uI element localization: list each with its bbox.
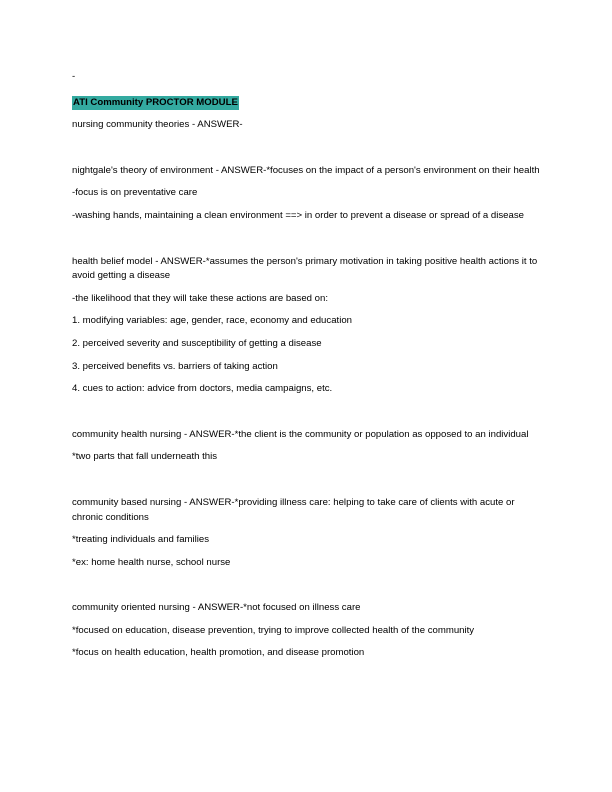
section-community-based-nursing	[72, 496, 542, 570]
section-nightingale	[72, 164, 542, 224]
detail-line: *ex: home health nurse, school nurse	[72, 556, 231, 568]
detail-line: *treating individuals and families	[72, 534, 210, 546]
leading-dash: -	[72, 71, 76, 82]
detail-line: *focus on health education, health promotion, and disease promotion	[72, 647, 365, 659]
spacer	[72, 578, 542, 601]
detail-line: -the likelihood that they will take these actions are based on:	[72, 292, 328, 304]
list-item: 4. cues to action: advice from doctors, media campaigns, etc.	[72, 383, 333, 395]
document-title: ATI Community PROCTOR MODULE	[72, 96, 239, 111]
list-item: 3. perceived benefits vs. barriers of taking action	[72, 360, 278, 372]
definition-line: community oriented nursing - ANSWER-*not focused on illness care	[72, 602, 361, 614]
section-community-oriented-nursing	[72, 601, 542, 661]
spacer	[72, 473, 542, 496]
definition-line: community health nursing - ANSWER-*the client is the community or population as opposed to an individual	[72, 428, 529, 440]
detail-line: -washing hands, maintaining a clean environment ==> in order to prevent a disease or spread of a disease	[72, 209, 524, 221]
detail-line: *focused on education, disease prevention, trying to improve collected health of the community	[72, 624, 475, 636]
document-body	[72, 70, 542, 669]
definition-line: community based nursing - ANSWER-*providing illness care: helping to take care of clients with acute or chronic conditions	[72, 496, 515, 523]
list-item: 2. perceived severity and susceptibility of getting a disease	[72, 337, 322, 349]
list-item: 1. modifying variables: age, gender, race, economy and education	[72, 315, 352, 327]
definition-line: health belief model - ANSWER-*assumes the person's primary motivation in taking positive health actions it to avoid getting a disease	[72, 255, 538, 282]
spacer	[72, 141, 542, 164]
definition-line: nightgale's theory of environment - ANSWER-*focuses on the impact of a person's environment on their health	[72, 164, 540, 176]
section-health-belief-model	[72, 255, 542, 397]
detail-line: *two parts that fall underneath this	[72, 451, 218, 463]
intro-line: nursing community theories - ANSWER-	[72, 119, 243, 131]
section-community-health-nursing	[72, 428, 542, 465]
spacer	[72, 232, 542, 255]
detail-line: -focus is on preventative care	[72, 187, 198, 199]
spacer	[72, 405, 542, 428]
